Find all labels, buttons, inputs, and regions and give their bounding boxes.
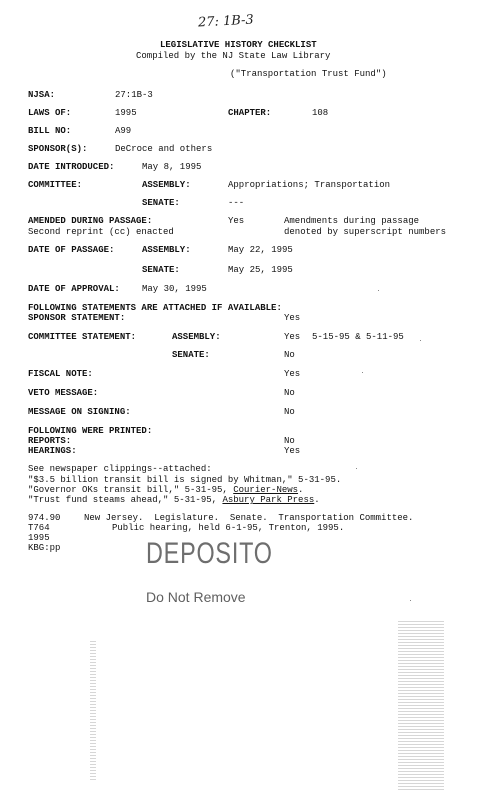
document-title: LEGISLATIVE HISTORY CHECKLIST: [160, 40, 317, 50]
laws-label: LAWS OF:: [28, 108, 72, 118]
chapter-value: 108: [312, 108, 329, 118]
veto-message-value: No: [284, 388, 295, 398]
passage-label: DATE OF PASSAGE:: [28, 245, 115, 255]
committee-statement-senate-label: SENATE:: [172, 350, 210, 360]
committee-statement-assembly-label: ASSEMBLY:: [172, 332, 221, 342]
laws-value: 1995: [115, 108, 137, 118]
signing-message-label: MESSAGE ON SIGNING:: [28, 407, 131, 417]
committee-statement-senate-value: No: [284, 350, 295, 360]
committee-statement-dates: 5-15-95 & 5-11-95: [312, 332, 404, 342]
njsa-value: 27:1B-3: [115, 90, 153, 100]
scan-speckle: [420, 340, 421, 341]
printed-heading: FOLLOWING WERE PRINTED:: [28, 426, 153, 436]
law-name: ("Transportation Trust Fund"): [230, 69, 387, 79]
passage-senate-label: SENATE:: [142, 265, 180, 275]
scan-speckle: [378, 290, 379, 291]
handwritten-note: 27: 1B-3: [197, 12, 255, 31]
committee-statement-assembly-value: Yes: [284, 332, 301, 342]
do-not-remove-stamp: Do Not Remove: [146, 589, 246, 605]
reprint-note: Second reprint (cc) enacted: [28, 227, 174, 237]
clipping-1: "$3.5 billion transit bill is signed by Whitman," 5-31-95.: [28, 475, 342, 485]
chapter-label: CHAPTER:: [228, 108, 272, 118]
committee-senate-label: SENATE:: [142, 198, 180, 208]
sponsor-value: DeCroce and others: [115, 144, 213, 154]
sponsor-statement-value: Yes: [284, 313, 301, 323]
amended-value: Yes: [228, 216, 245, 226]
passage-senate-value: May 25, 1995: [228, 265, 293, 275]
depository-stamp: DEPOSITO: [146, 537, 273, 570]
committee-statement-label: COMMITTEE STATEMENT:: [28, 332, 137, 342]
approval-value: May 30, 1995: [142, 284, 207, 294]
sponsor-statement-label: SPONSOR STATEMENT:: [28, 313, 126, 323]
amended-note-line1: Amendments during passage: [284, 216, 420, 226]
bill-value: A99: [115, 126, 132, 136]
hearings-label: HEARINGS:: [28, 446, 77, 456]
committee-assembly-label: ASSEMBLY:: [142, 180, 191, 190]
bill-label: BILL NO:: [28, 126, 72, 136]
reports-label: REPORTS:: [28, 436, 72, 446]
scan-edge-artifact: [398, 620, 444, 790]
clipping-3: "Trust fund steams ahead," 5-31-95, Asbury Park Press.: [28, 495, 320, 505]
scan-edge-artifact-left: [90, 640, 96, 780]
catalog-description-line1: New Jersey. Legislature. Senate. Transportation Committee.: [84, 513, 414, 523]
approval-label: DATE OF APPROVAL:: [28, 284, 120, 294]
committee-senate-value: ---: [228, 198, 245, 208]
catalog-call-number: 974.90: [28, 513, 61, 523]
committee-label: COMMITTEE:: [28, 180, 83, 190]
passage-assembly-value: May 22, 1995: [228, 245, 293, 255]
reports-value: No: [284, 436, 295, 446]
clipping-2: "Governor OKs transit bill," 5-31-95, Courier-News.: [28, 485, 304, 495]
fiscal-note-value: Yes: [284, 369, 301, 379]
njsa-label: NJSA:: [28, 90, 56, 100]
catalog-initials: KBG:pp: [28, 543, 61, 553]
statements-heading: FOLLOWING STATEMENTS ARE ATTACHED IF AVAILABLE:: [28, 303, 282, 313]
introduced-value: May 8, 1995: [142, 162, 202, 172]
catalog-year: 1995: [28, 533, 50, 543]
scan-speckle: [410, 600, 411, 601]
catalog-description-line2: Public hearing, held 6-1-95, Trenton, 1995.: [112, 523, 345, 533]
hearings-value: Yes: [284, 446, 301, 456]
amended-note-line2: denoted by superscript numbers: [284, 227, 447, 237]
document-subtitle: Compiled by the NJ State Law Library: [136, 51, 331, 61]
sponsor-label: SPONSOR(S):: [28, 144, 88, 154]
fiscal-note-label: FISCAL NOTE:: [28, 369, 93, 379]
veto-message-label: VETO MESSAGE:: [28, 388, 99, 398]
introduced-label: DATE INTRODUCED:: [28, 162, 115, 172]
scan-speckle: [356, 468, 357, 469]
signing-message-value: No: [284, 407, 295, 417]
passage-assembly-label: ASSEMBLY:: [142, 245, 191, 255]
scan-speckle: [362, 372, 363, 373]
catalog-call-number-2: T764: [28, 523, 50, 533]
committee-assembly-value: Appropriations; Transportation: [228, 180, 391, 190]
clippings-intro: See newspaper clippings--attached:: [28, 464, 212, 474]
amended-label: AMENDED DURING PASSAGE:: [28, 216, 153, 226]
